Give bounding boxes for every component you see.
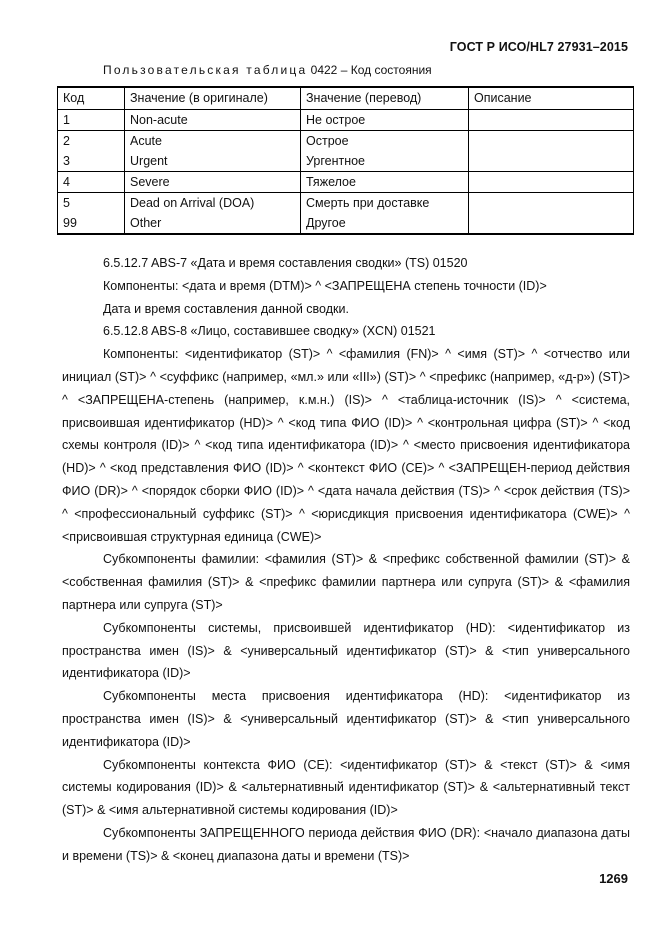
description-cell [469,110,634,131]
original-value: Dead on Arrival (DOA) [130,196,255,210]
table-caption-title: Код состояния [350,63,432,77]
table-row [58,110,634,131]
code-cell [58,110,125,131]
original-cell [125,193,301,235]
original-value: Non-acute [130,113,188,127]
code-cell [58,193,125,235]
section-heading-abs7: 6.5.12.7 ABS-7 «Дата и время составления сводки» (TS) 01520 [103,256,468,270]
translation-value: Другое [306,216,346,230]
page-number: 1269 [599,871,628,886]
section-heading-abs8: 6.5.12.8 ABS-8 «Лицо, составившее сводку» (XCN) 01521 [103,324,436,339]
table-header-row [58,87,634,110]
description-cell [469,131,634,172]
translation-value: Ургентное [306,154,366,168]
code-value: 2 [63,134,70,148]
original-value: Other [130,216,162,230]
code-value: 99 [63,216,77,230]
table-row [58,172,634,193]
code-value: 3 [63,154,70,168]
original-value: Severe [130,175,170,189]
header-description: Описание [469,87,634,110]
paragraph: Субкомпоненты контекста ФИО (CE): <идентификатор (ST)> & <текст (ST)> & <имя системы кодирования (ID)> & <альтернативный идентификатор (ST)> & <альтернативный текст (ST)> & <имя альтернативной системы кодирования (ID)> [62,757,630,818]
status-code-table [57,86,634,235]
code-cell [58,131,125,172]
table-caption-number: 0422 [310,63,338,77]
table-row [58,131,634,172]
translation-value: Тяжелое [306,175,356,189]
paragraph: Субкомпоненты ЗАПРЕЩЕННОГО периода действия ФИО (DR): <начало диапазона даты и времени (TS)> & <конец диапазона даты и времени (TS)> [62,825,630,863]
paragraph: Субкомпоненты фамилии: <фамилия (ST)> & <префикс собственной фамилии (ST)> & <собственная фамилия (ST)> & <префикс фамилии партнера или супруга (ST)> & <фамилия партнера или супруга (ST)> [62,552,630,612]
header-code: Код [58,87,125,110]
original-cell [125,110,301,131]
paragraph: Компоненты: <дата и время (DTM)> ^ <ЗАПРЕЩЕНА степень точности (ID)> [103,278,547,293]
translation-cell [301,172,469,193]
code-cell [58,172,125,193]
paragraph: Субкомпоненты места присвоения идентификатора (HD): <идентификатор из пространства имен (IS)> & <универсальный идентификатор (ST)> & <тип универсального идентификатора (ID)> [62,689,630,749]
original-value: Urgent [130,154,168,168]
document-header: ГОСТ Р ИСО/HL7 27931–2015 [449,40,628,54]
document-body [62,252,630,868]
table-caption [103,63,432,77]
translation-value: Не острое [306,113,366,127]
translation-value: Острое [306,134,349,148]
paragraph: Компоненты: <идентификатор (ST)> ^ <фамилия (FN)> ^ <имя (ST)> ^ <отчество или инициал (ST)> ^ <суффикс (например, «мл.» или «III») (ST)> ^ <префикс (например, «д-р») (ST)> ^ <ЗАПРЕЩЕНА-степень (например, к.м.н.) (IS)> ^ <таблица-источник (IS)> ^ <система, присвоившая идентификатор (HD)> ^ <код типа ФИО (ID)> ^ <контрольная цифра (ST)> ^ <код схемы контроля (ID)> ^ <код типа идентификатора (ID)> ^ <место присвоения идентификатора (HD)> ^ <код представления ФИО (ID)> ^ <контекст ФИО (CE)> ^ <ЗАПРЕЩЕН-период действия ФИО (DR)> ^ <порядок сборки ФИО (ID)> ^ <дата начала действия (TS)> ^ <срок действия (TS)> ^ <профессиональный суффикс (ST)> ^ <юрисдикция присвоения идентификатора (CWE)> ^ <присвоившая структурная единица (CWE)> [62,347,630,544]
code-value: 5 [63,196,70,210]
translation-value: Смерть при доставке [306,196,430,210]
code-value: 4 [63,175,70,189]
paragraph: Дата и время составления данной сводки. [103,301,349,316]
table-caption-dash: – [340,63,348,77]
original-cell [125,131,301,172]
original-value: Acute [130,134,162,148]
code-value: 1 [63,113,70,127]
original-cell [125,172,301,193]
header-original: Значение (в оригинале) [125,87,301,110]
translation-cell [301,193,469,235]
paragraph: Субкомпоненты системы, присвоившей идентификатор (HD): <идентификатор из пространства имен (IS)> & <универсальный идентификатор (ST)> & <тип универсального идентификатора (ID)> [62,620,630,681]
translation-cell [301,110,469,131]
description-cell [469,172,634,193]
table-row [58,193,634,235]
table-caption-prefix: Пользовательская таблица [103,63,308,77]
translation-cell [301,131,469,172]
header-translation: Значение (перевод) [301,87,469,110]
description-cell [469,193,634,235]
